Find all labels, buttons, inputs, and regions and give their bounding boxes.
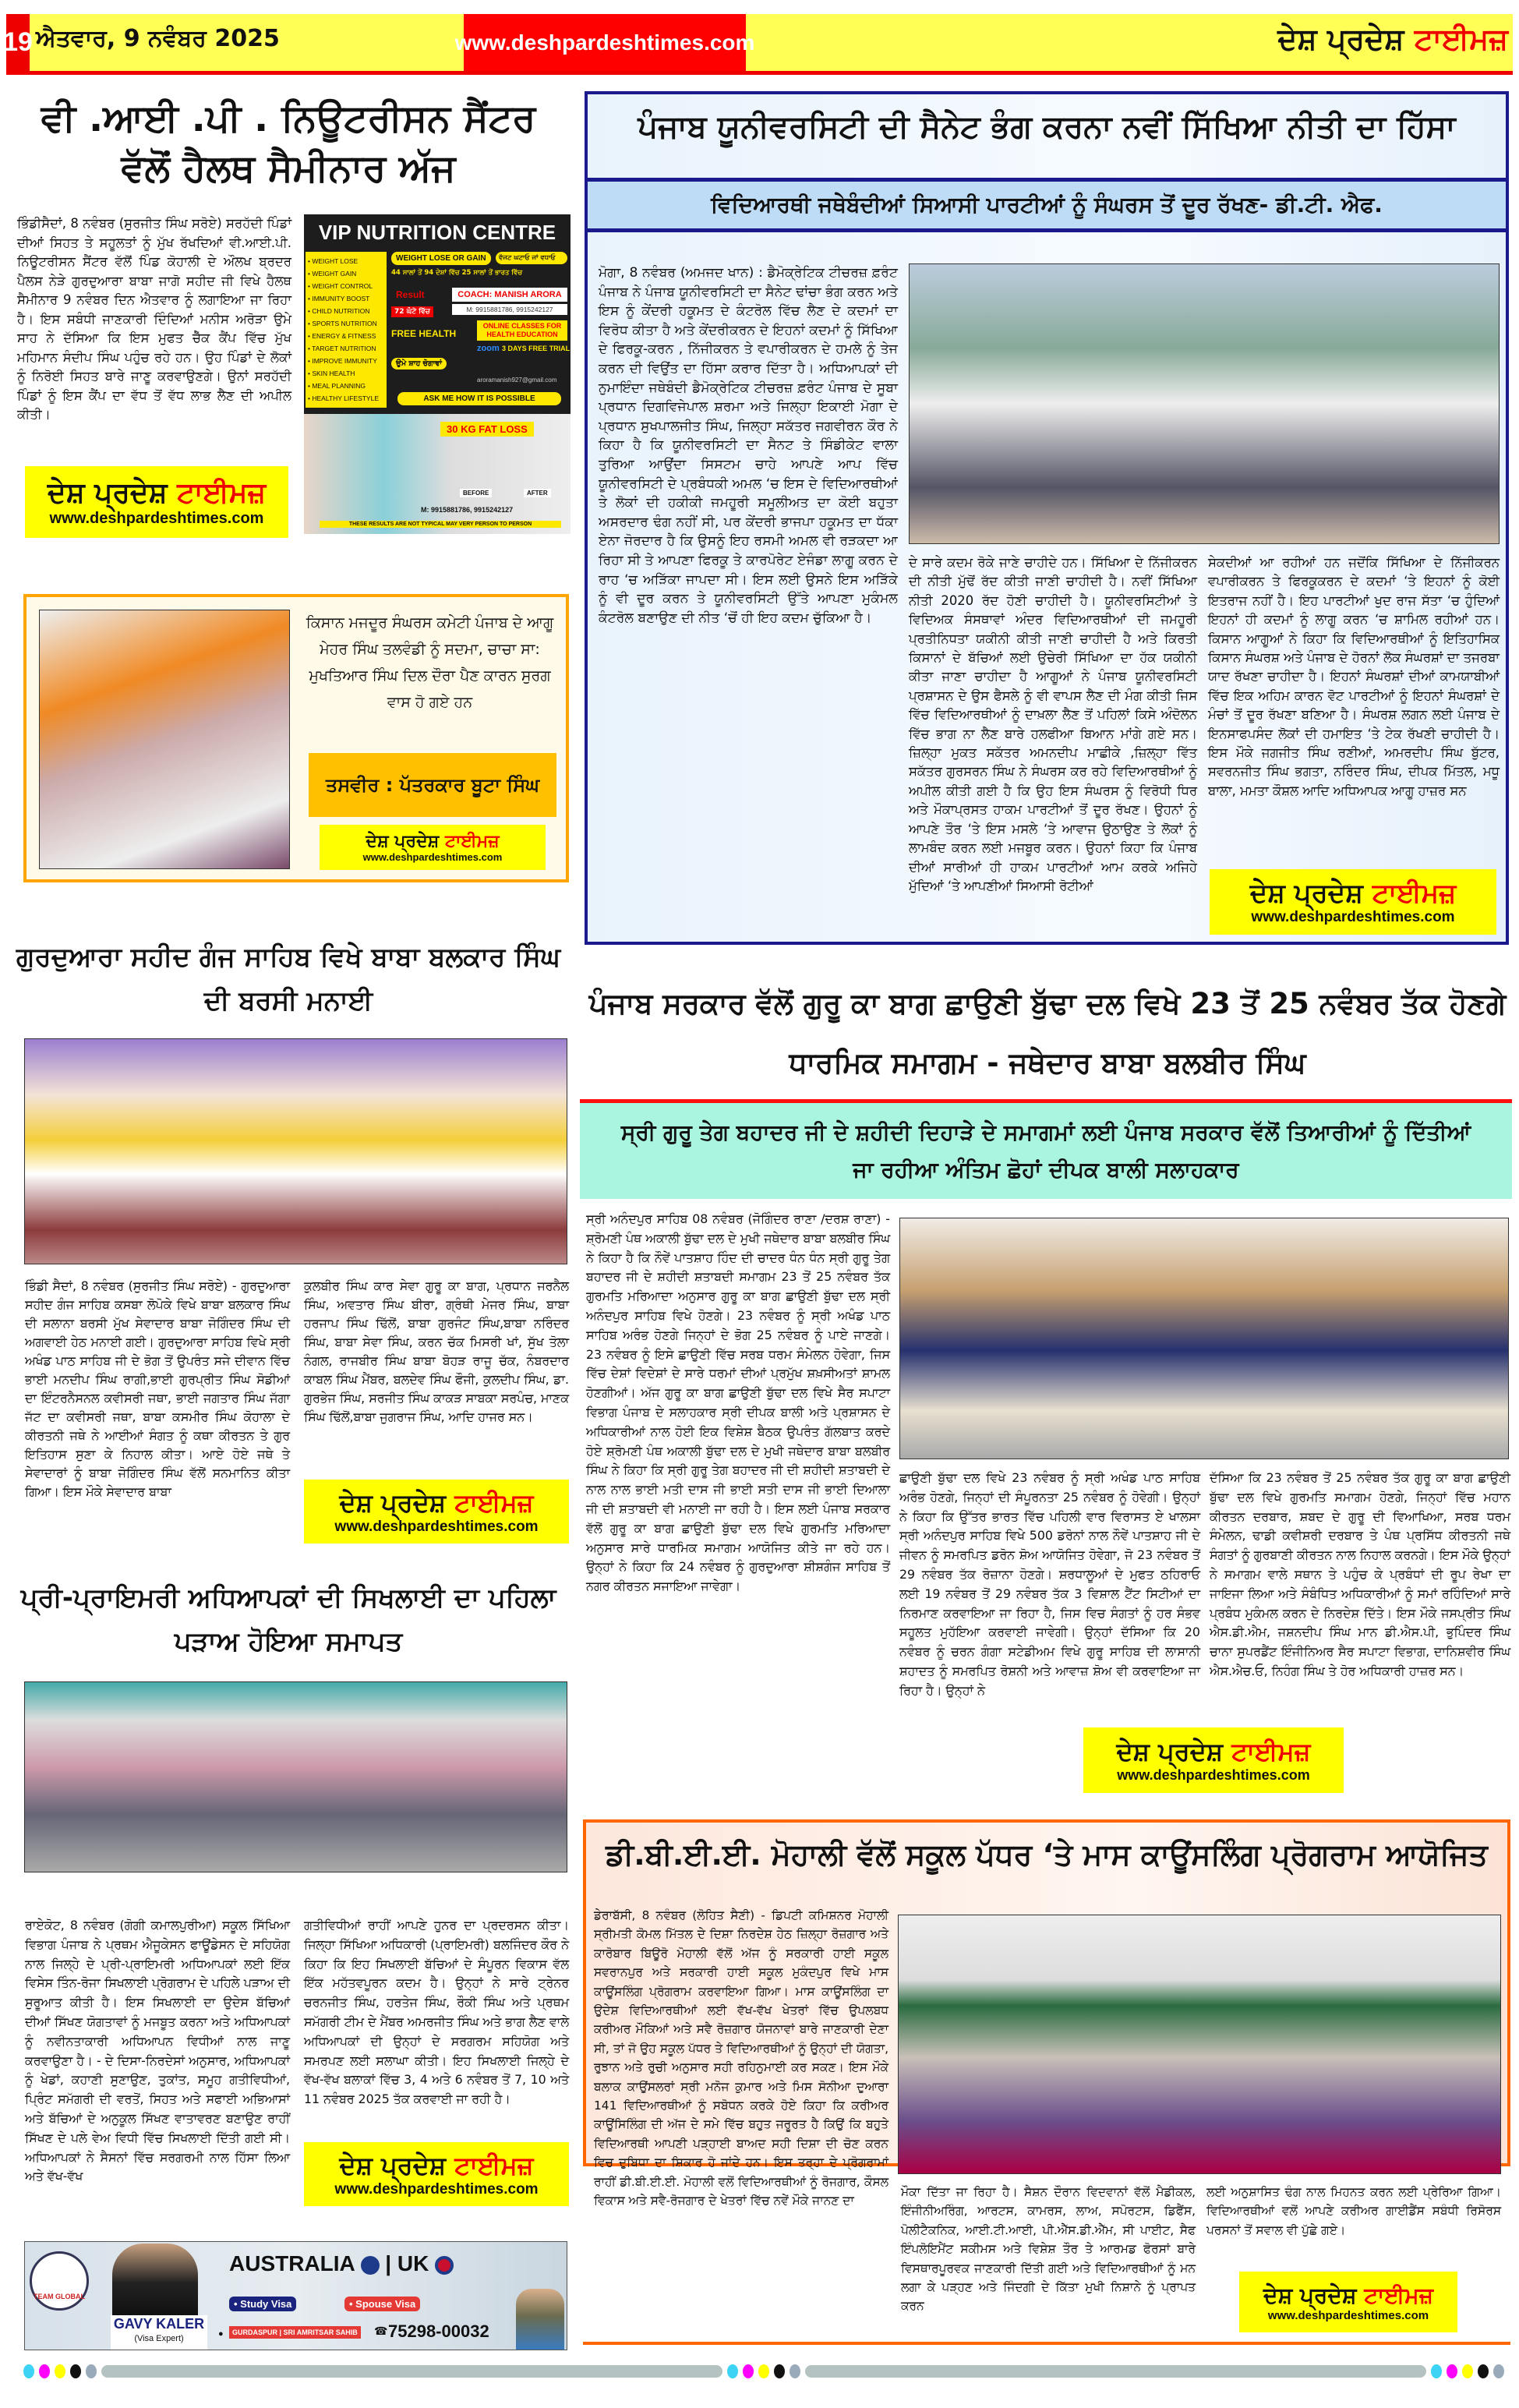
brand-red: ਟਾਈਮਜ਼ [1414, 22, 1508, 56]
obituary-credit: ਤਸਵੀਰ : ਪੱਤਰਕਾਰ ਬੂਟਾ ਸਿੰਘ [309, 753, 556, 817]
logo-black: ਦੇਸ਼ ਪ੍ਰਦੇਸ਼ [339, 1487, 447, 1518]
masthead-url-box [454, 14, 755, 71]
logo-black: ਦੇਸ਼ ਪ੍ਰਦੇਸ਼ [1263, 2282, 1357, 2308]
obituary-text: ਕਿਸਾਨ ਮਜਦੂਰ ਸੰਘਰਸ ਕਮੇਟੀ ਪੰਜਾਬ ਦੇ ਆਗੂ ਮੇਹਰ ਸਿੰਘ ਤਲਵੰਡੀ ਨੂੰ ਸਦਮਾ, ਚਾਚਾ ਸਾ: ਮੁਖਤਿਆਰ ਸਿੰਘ ਦਿਲ ਦੌਰਾ ਪੈਣ ਕਾਰਨ ਸੁਰਗ ਵਾਸ ਹੋ ਗਏ ਹਨ [306, 614, 554, 711]
logo-url: www.deshpardeshtimes.com [362, 851, 503, 863]
ad-service-item: • IMPROVE IMMUNITY [308, 357, 377, 365]
story2-col3: ਸੇਕਦੀਆਂ ਆ ਰਹੀਆਂ ਹਨ ਜਦੋਂਕਿ ਸਿੱਖਿਆ ਦੇ ਨਿੱਜੀਕਰਨ ਵਪਾਰੀਕਰਨ ਤੇ ਫਿਰਕੂਕਰਨ ਦੇ ਕਦਮਾਂ ‘ਤੇ ਇਹਨਾਂ ਨੂੰ ਕੋਈ ਇਤਰਾਜ ਨਹੀਂ ਹੈ। ਇਹ ਪਾਰਟੀਆਂ ਖੁਦ ਰਾਜ ਸੱਤਾ ‘ਚ ਹੁੰਦਿਆਂ ਇਹਨਾਂ ਹੀ ਕਦਮਾਂ ਨੂੰ ਲਾਗੂ ਕਰਨ ‘ਚ ਸ਼ਾਮਿਲ ਰਹੀਆਂ ਹਨ। ਕਿਸਾਨ ਆਗੂਆਂ ਨੇ ਕਿਹਾ ਕਿ ਵਿਦਿਆਰਥੀਆਂ ਨੂੰ ਇਤਿਹਾਸਿਕ ਕਿਸਾਨ ਸੰਘਰਸ਼ ਅਤੇ ਪੰਜਾਬ ਦੇ ਹੋਰਨਾਂ ਲੋਕ ਸੰਘਰਸ਼ਾਂ ਦਾ ਤਜਰਬਾ ਯਾਦ ਰੱਖਣਾ ਚਾਹੀਦਾ ਹੈ। ਇਹਨਾਂ ਸੰਘਰਸ਼ਾਂ ਦੀਆਂ ਕਾਮਯਾਬੀਆਂ ਵਿੱਚ ਇਕ ਅਹਿਮ ਕਾਰਨ ਵੋਟ ਪਾਰਟੀਆਂ ਨੂੰ ਇਹਨਾਂ ਸੰਘਰਸ਼ਾਂ ਦੇ ਮੰਚਾਂ ਤੋਂ ਦੂਰ ਰੱਖਣਾ ਬਣਿਆ ਹੈ। ਸੰਘਰਸ਼ ਲਗਨ ਲਈ ਪੰਜਾਬ ਦੇ ਇਨਸਾਫਪਸੰਦ ਲੋਕਾਂ ਦੀ ਹਮਾਇਤ ‘ਤੇ ਟੇਕ ਰੱਖਣੀ ਚਾਹੀਦੀ ਹੈ। ਇਸ ਮੌਕੇ ਜਗਜੀਤ ਸਿੰਘ ਰਣੀਆਂ, ਅਮਰਦੀਪ ਸਿੰਘ ਬੁੱਟਰ, ਸਵਰਨਜੀਤ ਸਿੰਘ ਭਗਤਾ, ਨਰਿੰਦਰ ਸਿੰਘ, ਦੀਪਕ ਮਿੱਤਲ, ਮਧੂ ਬਾਲਾ, ਮਮਤਾ ਕੌਸ਼ਲ ਆਦਿ ਅਧਿਆਪਕ ਆਗੂ ਹਾਜ਼ਰ ਸਨ [1208, 555, 1500, 798]
logo-url: www.deshpardeshtimes.com [1117, 1767, 1310, 1783]
ad-tag1: WEIGHT LOSE OR GAIN [391, 252, 491, 265]
story4-photo [899, 1218, 1509, 1459]
ad-hours: 72 ਘੰਟੇ ਵਿੱਚ [391, 306, 433, 317]
visa-location: GURDASPUR | SRI AMRITSAR SAHIB [229, 2326, 361, 2339]
cyan-dot [727, 2364, 738, 2378]
story5-col1: ਰਾਏਕੋਟ, 8 ਨਵੰਬਰ (ਗੋਗੀ ਕਮਾਲਪੁਰੀਆ) ਸਕੂਲ ਸਿੱਖਿਆ ਵਿਭਾਗ ਪੰਜਾਬ ਨੇ ਪ੍ਰਥਮ ਐਜੂਕੇਸਨ ਫਾਊਂਡੇਸਨ ਦੇ ਸਹਿਯੋਗ ਨਾਲ ਜਿਲ੍ਹੇ ਦੇ ਪ੍ਰੀ-ਪ੍ਰਾਇਮਰੀ ਅਧਿਆਪਕਾਂ ਲਈ ਇੱਕ ਵਿਸੇਸ ਤਿੰਨ-ਰੋਜਾ ਸਿਖਲਾਈ ਪ੍ਰੋਗਰਾਮ ਦੇ ਪਹਿਲੇ ਪੜਾਅ ਦੀ ਸੁਰੂਆਤ ਕੀਤੀ ਹੈ। ਇਸ ਸਿਖਲਾਈ ਦਾ ਉਦੇਸ ਬੱਚਿਆਂ ਦੀਆਂ ਸਿੱਖਣ ਯੋਗਤਾਵਾਂ ਨੂੰ ਮਜਬੂਤ ਕਰਨਾ ਅਤੇ ਅਧਿਆਪਕਾਂ ਨੂੰ ਨਵੀਨਤਾਕਾਰੀ ਅਧਿਆਪਨ ਵਿਧੀਆਂ ਨਾਲ ਜਾਣੂ ਕਰਵਾਉਣਾ ਹੈ। - ਦੇ ਦਿਸਾ-ਨਿਰਦੇਸਾਂ ਅਨੁਸਾਰ, ਅਧਿਆਪਕਾਂ ਨੂੰ ਖੇਡਾਂ, ਕਹਾਣੀ ਸੁਣਾਉਣ, ਤੁਕਾਂਤ, ਸਮੂਹ ਗਤੀਵਿਧੀਆਂ, ਪ੍ਰਿੰਟ ਸਮੱਗਰੀ ਦੀ ਵਰਤੋਂ, ਸਿਹਤ ਅਤੇ ਸਫਾਈ ਅਭਿਆਸਾਂ ਅਤੇ ਬੱਚਿਆਂ ਦੇ ਅਨੁਕੂਲ ਸਿੱਖਣ ਵਾਤਾਵਰਣ ਬਣਾਉਣ ਰਾਹੀਂ ਸਿੱਖਣ ਦੇ ਪਲੇ ਵੇਅ ਵਿਧੀ ਵਿੱਚ ਸਿਖਲਾਈ ਦਿੱਤੀ ਗਈ ਸੀ। ਅਧਿਆਪਕਾਂ ਨੇ ਸੈਸਨਾਂ ਵਿੱਚ ਸਰਗਰਮੀ ਨਾਲ ਹਿੱਸਾ ਲਿਆ ਅਤੇ ਵੱਖ-ਵੱਖ [25, 1918, 290, 2184]
story2-subhead: ਵਿਦਿਆਰਥੀ ਜਥੇਬੰਦੀਆਂ ਸਿਆਸੀ ਪਾਰਟੀਆਂ ਨੂੰ ਸੰਘਰਸ ਤੋਂ ਦੂਰ ਰੱਖਣ- ਡੀ.ਟੀ. ਐਫ. [711, 192, 1383, 217]
story2-subhead-bar [588, 178, 1506, 232]
brand-logo [1277, 22, 1508, 57]
masthead-url-text[interactable]: www.deshpardeshtimes.com [454, 30, 755, 55]
ad-title: VIP NUTRITION CENTRE [318, 221, 556, 244]
gray-dot [790, 2364, 800, 2378]
ad-before: BEFORE [460, 489, 492, 497]
ad-years: 44 ਸਾਲਾਂ ਤੋਂ 94 ਦੇਸ਼ਾਂ ਵਿੱਚ 25 ਸਾਲਾਂ ਤੋਂ ਭਾਰਤ ਵਿੱਚ [391, 269, 523, 277]
gray-rule [805, 2365, 1426, 2378]
obituary-photo [39, 610, 290, 869]
logo-red: ਟਾਈਮਜ਼ [177, 476, 267, 509]
story3-logo [304, 1480, 569, 1543]
story4-subhead-bar [580, 1099, 1512, 1199]
story4-subhead: ਸ੍ਰੀ ਗੁਰੂ ਤੇਗ ਬਹਾਦਰ ਜੀ ਦੇ ਸ਼ਹੀਦੀ ਦਿਹਾੜੇ ਦੇ ਸਮਾਗਮਾਂ ਲਈ ਪੰਜਾਬ ਸਰਕਾਰ ਵੱਲੋਂ ਤਿਆਰੀਆਂ ਨੂੰ ਦਿੱਤੀਆਂ ਜਾ ਰਹੀਆ ਅੰਤਿਮ ਛੋਹਾਂ ਦੀਪਕ ਬਾਲੀ ਸਲਾਹਕਾਰ [620, 1119, 1471, 1183]
country-uk: | UK [385, 2251, 429, 2275]
logo-black: ਦੇਸ਼ ਪ੍ਰਦੇਸ਼ [47, 476, 168, 509]
magenta-dot [1447, 2364, 1457, 2378]
logo-black: ਦੇਸ਼ ਪ੍ਰਦੇਸ਼ [1249, 878, 1363, 909]
obituary-box [23, 594, 569, 882]
story5-headline: ਪ੍ਰੀ-ਪ੍ਰਾਇਮਰੀ ਅਧਿਆਪਕਾਂ ਦੀ ਸਿਖਲਾਈ ਦਾ ਪਹਿਲਾ ਪੜਾਅ ਹੋਇਆ ਸਮਾਪਤ [20, 1582, 556, 1657]
issue-date: ਐਤਵਾਰ, 9 ਨਵੰਬਰ 2025 [36, 25, 280, 52]
team-global-logo [30, 2251, 89, 2311]
spouse-visa-badge: • Spouse Visa [344, 2297, 420, 2311]
students-photo [516, 2289, 564, 2350]
story2-headline: ਪੰਜਾਬ ਯੂਨੀਵਰਸਿਟੀ ਦੀ ਸੈਨੇਟ ਭੰਗ ਕਰਨਾ ਨਵੀਂ ਸਿੱਖਿਆ ਨੀਤੀ ਦਾ ਹਿੱਸਾ [638, 109, 1456, 145]
ad-service-item: • WEIGHT GAIN [308, 270, 357, 278]
ad-free-health: FREE HEALTH [391, 328, 457, 339]
story6-headline: ਡੀ.ਬੀ.ਈ.ਈ. ਮੋਹਾਲੀ ਵੱਲੋਂ ਸਕੂਲ ਪੱਧਰ ‘ਤੇ ਮਾਸ ਕਾਊਂਸਲਿੰਗ ਪ੍ਰੋਗਰਾਮ ਆਯੋਜਿਤ [606, 1837, 1488, 1872]
logo-url: www.deshpardeshtimes.com [334, 1518, 539, 1535]
expert-box [111, 2315, 207, 2350]
ad-tag1-pa: ਵੱਜਟ ਘਟਾਓ ਜਾਂ ਵਧਾਓ [496, 252, 567, 264]
logo-red: ਟਾਈਮਜ਼ [444, 832, 500, 851]
story2-col2: ਦੇ ਸਾਰੇ ਕਦਮ ਰੋਕੇ ਜਾਣੇ ਚਾਹੀਦੇ ਹਨ। ਸਿੱਖਿਆ ਦੇ ਨਿੱਜੀਕਰਨ ਦੀ ਨੀਤੀ ਮੁੱਢੋਂ ਰੱਦ ਕੀਤੀ ਜਾਣੀ ਚਾਹੀਦੀ ਹੈ। ਨਵੀਂ ਸਿੱਖਿਆ ਨੀਤੀ 2020 ਰੱਦ ਹੋਣੀ ਚਾਹੀਦੀ ਹੈ। ਯੂਨੀਵਰਸਿਟੀਆਂ ਤੇ ਵਿਦਿਅਕ ਸੰਸਥਾਵਾਂ ਅੰਦਰ ਵਿਦਿਆਰਥੀਆਂ ਦੀ ਜਮਹੂਰੀ ਪ੍ਰਤੀਨਿਧਤਾ ਯਕੀਨੀ ਕੀਤੀ ਜਾਣੀ ਚਾਹੀਦੀ ਹੈ ਅਤੇ ਕਿਰਤੀ ਕਿਸਾਨਾਂ ਦੇ ਬੱਚਿਆਂ ਲਈ ਉਚੇਰੀ ਸਿੱਖਿਆ ਦਾ ਹੱਕ ਯਕੀਨੀ ਕੀਤਾ ਜਾਣਾ ਚਾਹੀਦਾ ਹੈ ਆਗੂਆਂ ਨੇ ਪੰਜਾਬ ਯੂਨੀਵਰਸਿਟੀ ਪ੍ਰਸ਼ਾਸਨ ਦੇ ਉਸ ਫੈਸਲੇ ਨੂੰ ਵੀ ਵਾਪਸ ਲੈਣ ਦੀ ਮੰਗ ਕੀਤੀ ਜਿਸ ਵਿੱਚ ਵਿਦਿਆਰਥੀਆਂ ਨੂੰ ਦਾਖ਼ਲਾ ਲੈਣ ਤੋਂ ਪਹਿਲਾਂ ਕਿਸੇ ਅੰਦੋਲਨ ਵਿੱਚ ਭਾਗ ਨਾ ਲੈਣ ਬਾਰੇ ਹਲਫੀਆ ਬਿਆਨ ਮਾਂਗੇ ਗਏ ਸਨ। ਜ਼ਿਲ੍ਹਾ ਮੁਕਤ ਸਕੱਤਰ ਅਮਨਦੀਪ ਮਾਛੀਕੇ ,ਜ਼ਿਲ੍ਹਾ ਵਿੱਤ ਸਕੱਤਰ ਗੁਰਸਰਨ ਸਿੰਘ ਨੇ ਸੰਘਰਸ ਕਰ ਰਹੇ ਵਿਦਿਆਰਥੀਆਂ ਨੂੰ ਅਪੀਲ ਕੀਤੀ ਗਈ ਹੈ ਕਿ ਉਹ ਇਸ ਸੰਘਰਸ ਨੂੰ ਵਿਰੋਧੀ ਧਿਰ ਅਤੇ ਮੌਕਾਪ੍ਰਸਤ ਹਾਕਮ ਪਾਰਟੀਆਂ ਤੋਂ ਦੂਰ ਰੱਖਣ। ਉਹਨਾਂ ਨੂੰ ਆਪਣੇ ਤੌਰ ‘ਤੇ ਇਸ ਮਸਲੇ ‘ਤੇ ਆਵਾਜ ਉਠਾਉਣ ਤੇ ਲੋਕਾਂ ਨੂੰ ਲਾਮਬੰਦ ਕਰਨ ਲਈ ਮਜਬੂਰ ਕਰਨ। ਉਹਨਾਂ ਕਿਹਾ ਕਿ ਪੰਜਾਬ ਦੀਆਂ ਸਾਰੀਆਂ ਹੀ ਹਾਕਮ ਪਾਰਟੀਆਂ ਆਮ ਕਰਕੇ ਅਜਿਹੇ ਮੁੱਦਿਆਂ ‘ਤੇ ਆਪਣੀਆਂ ਸਿਆਸੀ ਰੋਟੀਆਂ [909, 555, 1197, 893]
ad-email: aroramanish927@gmail.com [477, 377, 557, 384]
ad-service-item: • SKIN HEALTH [308, 370, 355, 377]
story2-logo [1210, 869, 1496, 935]
story6-bottom-border [583, 2342, 1510, 2345]
story3-photo [24, 1038, 567, 1264]
story4-headline: ਪੰਜਾਬ ਸਰਕਾਰ ਵੱਲੋਂ ਗੁਰੂ ਕਾ ਬਾਗ ਛਾਉਣੀ ਬੁੱਢਾ ਦਲ ਵਿਖੇ 23 ਤੋਂ 25 ਨਵੰਬਰ ਤੱਕ ਹੋਣਗੇ ਧਾਰਮਿਕ ਸਮਾਗਮ - ਜਥੇਦਾਰ ਬਾਬਾ ਬਲਬੀਰ ਸਿੰਘ [588, 987, 1507, 1080]
uk-flag-icon [435, 2256, 454, 2275]
story4-col2: ਛਾਉਣੀ ਬੁੱਢਾ ਦਲ ਵਿਖੇ 23 ਨਵੰਬਰ ਨੂੰ ਸ੍ਰੀ ਅਖੰਡ ਪਾਠ ਸਾਹਿਬ ਅਰੰਭ ਹੋਣਗੇ, ਜਿਨ੍ਹਾਂ ਦੀ ਸੰਪੂਰਨਤਾ 25 ਨਵੰਬਰ ਨੂੰ ਹੋਵੇਗੀ। ਉਨ੍ਹਾਂ ਨੇ ਕਿਹਾ ਕਿ ਉੱਤਰ ਭਾਰਤ ਵਿੱਚ ਪਹਿਲੀ ਵਾਰ ਵਿਰਾਸਤ ਏ ਖਾਲਸਾ ਸ੍ਰੀ ਅਨੰਦਪੁਰ ਸਾਹਿਬ ਵਿਖੇ 500 ਡਰੋਨਾਂ ਨਾਲ ਨੌਵੇਂ ਪਾਤਸ਼ਾਹ ਜੀ ਦੇ ਜੀਵਨ ਨੂੰ ਸਮਰਪਿਤ ਡਰੋਨ ਸ਼ੋਅ ਆਯੋਜਿਤ ਹੋਵੇਗਾ, ਜੋ 23 ਨਵੰਬਰ ਤੋਂ 29 ਨਵੰਬਰ ਤੱਕ ਰੋਜ਼ਾਨਾ ਹੋਣਗੇ। ਸ਼ਰਧਾਲੂਆਂ ਦੇ ਮੁਫਤ ਠਹਿਰਾਓ ਲਈ 19 ਨਵੰਬਰ ਤੋਂ 29 ਨਵੰਬਰ ਤੱਕ 3 ਵਿਸ਼ਾਲ ਟੈਂਟ ਸਿਟੀਆਂ ਦਾ ਨਿਰਮਾਣ ਕਰਵਾਇਆ ਜਾ ਰਿਹਾ ਹੈ, ਜਿਸ ਵਿਚ ਸੰਗਤਾਂ ਨੂੰ ਹਰ ਸੰਭਵ ਸਹੂਲਤ ਮੁਹੱਇਆ ਕਰਵਾਈ ਜਾਵੇਗੀ। ਉਨ੍ਹਾਂ ਦੱਸਿਆ ਕਿ 20 ਨਵੰਬਰ ਨੂੰ ਚਰਨ ਗੰਗਾ ਸਟੇਡੀਅਮ ਵਿਖੇ ਗੁਰੂ ਸਾਹਿਬ ਦੀ ਲਾਸਾਨੀ ਸ਼ਹਾਦਤ ਨੂੰ ਸਮਰਪਿਤ ਰੋਸ਼ਨੀ ਅਤੇ ਆਵਾਜ਼ ਸ਼ੋਅ ਵੀ ਕਰਵਾਇਆ ਜਾ ਰਿਹਾ ਹੈ। ਉਨ੍ਹਾਂ ਨੇ [899, 1470, 1200, 1698]
story4-col3: ਦੱਸਿਆ ਕਿ 23 ਨਵੰਬਰ ਤੋਂ 25 ਨਵੰਬਰ ਤੱਕ ਗੁਰੂ ਕਾ ਬਾਗ ਛਾਉਣੀ ਬੁੱਢਾ ਦਲ ਵਿਖੇ ਗੁਰਮਤਿ ਸਮਾਗਮ ਹੋਣਗੇ, ਜਿਨ੍ਹਾਂ ਵਿੱਚ ਮਹਾਨ ਕੀਰਤਨ ਦਰਬਾਰ, ਸ਼ਬਦ ਦੇ ਗੁਰੂ ਦੀ ਵਿਆਖਿਆ, ਸਰਬ ਧਰਮ ਸੰਮੇਲਨ, ਢਾਡੀ ਕਵੀਸ਼ਰੀ ਦਰਬਾਰ ਤੇ ਪੰਥ ਪ੍ਰਸਿੱਧ ਕੀਰਤਨੀ ਜਥੇ ਸੰਗਤਾਂ ਨੂੰ ਗੁਰਬਾਣੀ ਕੀਰਤਨ ਨਾਲ ਨਿਹਾਲ ਕਰਨਗੇ। ਇਸ ਮੌਕੇ ਉਨ੍ਹਾਂ ਨੇ ਸਮਾਗਮ ਵਾਲੇ ਸਥਾਨ ਤੇ ਪਹੁੰਚ ਕੇ ਪ੍ਰਬੰਧਾਂ ਦੀ ਰੂਪ ਰੇਖਾ ਦਾ ਜਾਇਜਾ ਲਿਆ ਅਤੇ ਸੰਬੰਧਿਤ ਅਧਿਕਾਰੀਆਂ ਨੂੰ ਸਮਾਂ ਰਹਿੰਦਿਆਂ ਸਾਰੇ ਪ੍ਰਬੰਧ ਮੁਕੰਮਲ ਕਰਨ ਦੇ ਨਿਰਦੇਸ਼ ਦਿੱਤੇ। ਇਸ ਮੌਕੇ ਜਸਪ੍ਰੀਤ ਸਿੰਘ ਐਸ.ਡੀ.ਐਮ, ਜਸ਼ਨਦੀਪ ਸਿੰਘ ਮਾਨ ਡੀ.ਐਸ.ਪੀ, ਭੁਪਿੰਦਰ ਸਿੰਘ ਚਾਨਾ ਸੁਪਰਡੈਂਟ ਇੰਜੀਨਿਅਰ ਸੈਰ ਸਪਾਟਾ ਵਿਭਾਗ, ਦਾਨਿਸ਼ਵੀਰ ਸਿੰਘ ਐਸ.ਐਚ.ਓ, ਨਿਹੰਗ ਸਿੰਘ ਤੇ ਹੋਰ ਅਧਿਕਾਰੀ ਹਾਜ਼ਰ ਸਨ। [1210, 1470, 1510, 1678]
ad-fat-loss: 30 KG FAT LOSS [440, 422, 534, 437]
ad-after: AFTER [524, 489, 551, 497]
cyan-dot [1431, 2364, 1442, 2378]
ad-name-pa: ਉਮੇ ਸ਼ਾਹ ਚੋਗਾਵਾਂ [391, 358, 447, 370]
expert-role: (Visa Expert) [134, 2334, 184, 2343]
black-dot [1478, 2364, 1489, 2378]
ad-service-item: • MEAL PLANNING [308, 382, 366, 390]
ad-disclaimer: THESE RESULTS ARE NOT TYPICAL MAY VERY PERSON TO PERSON [320, 521, 561, 528]
obituary-logo [320, 825, 546, 870]
ad-service-item: • IMMUNITY BOOST [308, 295, 370, 302]
logo-url: www.deshpardeshtimes.com [1251, 909, 1455, 925]
logo-red: ਟਾਈਮਜ਼ [454, 1487, 534, 1518]
nutrition-ad [304, 214, 571, 534]
logo-url: www.deshpardeshtimes.com [1267, 2308, 1429, 2322]
story3-col1: ਭਿੰਡੀ ਸੈਦਾਂ, 8 ਨਵੰਬਰ (ਸੁਰਜੀਤ ਸਿੰਘ ਸਰੋਏ) - ਗੁਰਦੁਆਰਾ ਸਹੀਦ ਗੰਜ ਸਾਹਿਬ ਕਸਬਾ ਲੋਪੋਕੇ ਵਿਖੇ ਬਾਬਾ ਬਲਕਾਰ ਸਿੰਘ ਦੀ ਸਲਾਨਾ ਬਰਸੀ ਮੁੱਖ ਸੇਵਾਦਾਰ ਬਾਬਾ ਜੋਗਿੰਦਰ ਸਿੰਘ ਦੀ ਅਗਵਾਈ ਹੇਠ ਮਨਾਈ ਗਈ। ਗੁਰਦੁਆਰਾ ਸਾਹਿਬ ਵਿਖੇ ਸ੍ਰੀ ਅਖੰਡ ਪਾਠ ਸਾਹਿਬ ਜੀ ਦੇ ਭੋਗ ਤੋਂ ਉਪਰੰਤ ਸਜੇ ਦੀਵਾਨ ਵਿੱਚ ਭਾਈ ਮਨਦੀਪ ਸਿੰਘ ਰਾਗੀ,ਭਾਈ ਗੁਰਪ੍ਰੀਤ ਸਿੰਘ ਸੋਡੀਆਂ ਦਾ ਇੰਟਰਨੈਸਨਲ ਕਵੀਸਰੀ ਜਥਾ, ਭਾਈ ਜਗਤਾਰ ਸਿੰਘ ਜੱਗਾ ਜੱਟ ਦਾ ਕਵੀਸਰੀ ਜਥਾ, ਬਾਬਾ ਕਸਮੀਰ ਸਿੰਘ ਕੋਹਾਲਾ ਦੇ ਕੀਰਤਨੀ ਜਥੇ ਨੇ ਆਈਆਂ ਸੰਗਤ ਨੂੰ ਕਥਾ ਕੀਰਤਨ ਤੇ ਗੁਰ ਇਤਿਹਾਸ ਸੁਣਾ ਕੇ ਨਿਹਾਲ ਕੀਤਾ। ਆਏ ਹੋਏ ਜਥੇ ਤੇ ਸੇਵਾਦਾਰਾਂ ਨੂੰ ਬਾਬਾ ਜੋਗਿੰਦਰ ਸਿੰਘ ਵੱਲੋਂ ਸਨਮਾਨਿਤ ਕੀਤਾ ਗਿਆ। ਇਸ ਮੌਕੇ ਸੇਵਾਦਾਰ ਬਾਬਾ [25, 1278, 290, 1499]
registration-bar [23, 2362, 1504, 2381]
ad-ask: ASK ME HOW IT IS POSSIBLE [397, 392, 561, 405]
black-dot [774, 2364, 785, 2378]
story5-col2: ਗਤੀਵਿਧੀਆਂ ਰਾਹੀਂ ਆਪਣੇ ਹੁਨਰ ਦਾ ਪ੍ਰਦਰਸਨ ਕੀਤਾ। ਜਿਲ੍ਹਾ ਸਿੱਖਿਆ ਅਧਿਕਾਰੀ (ਪ੍ਰਾਇਮਰੀ) ਬਲਜਿੰਦਰ ਕੌਰ ਨੇ ਕਿਹਾ ਕਿ ਇਹ ਸਿਖਲਾਈ ਬੱਚਿਆਂ ਦੇ ਸੰਪੂਰਨ ਵਿਕਾਸ ਵੱਲ ਇੱਕ ਮਹੱਤਵਪੂਰਨ ਕਦਮ ਹੈ। ਉਨ੍ਹਾਂ ਨੇ ਸਾਰੇ ਟ੍ਰੇਨਰ ਚਰਨਜੀਤ ਸਿੰਘ, ਹਰਤੇਜ ਸਿੰਘ, ਰੌਕੀ ਸਿੰਘ ਅਤੇ ਪ੍ਰਥਮ ਸਮੱਗਰੀ ਟੀਮ ਦੇ ਮੈਂਬਰ ਅਮਰਜੀਤ ਸਿੰਘ ਅਤੇ ਭਾਗ ਲੈਣ ਵਾਲੇ ਅਧਿਆਪਕਾਂ ਦੀ ਉਨ੍ਹਾਂ ਦੇ ਸਰਗਰਮ ਸਹਿਯੋਗ ਅਤੇ ਸਮਰਪਣ ਲਈ ਸਲਾਘਾ ਕੀਤੀ। ਇਹ ਸਿਖਲਾਈ ਜਿਲ੍ਹੇ ਦੇ ਵੱਖ-ਵੱਖ ਬਲਾਕਾਂ ਵਿੱਚ 3, 4 ਅਤੇ 6 ਨਵੰਬਰ ਤੋਂ 7, 10 ਅਤੇ 11 ਨਵੰਬਰ 2025 ਤੱਕ ਕਰਵਾਈ ਜਾ ਰਹੀ ਹੈ। [304, 1918, 569, 2107]
expert-name: GAVY KALER [113, 2316, 205, 2332]
ad-service-item: • WEIGHT LOSE [308, 257, 359, 265]
visa-phone[interactable]: 75298-00032 [388, 2321, 489, 2341]
story3-headline: ਗੁਰਦੁਆਰਾ ਸਹੀਦ ਗੰਜ ਸਾਹਿਬ ਵਿਖੇ ਬਾਬਾ ਬਲਕਾਰ ਸਿੰਘ ਦੀ ਬਰਸੀ ਮਨਾਈ [16, 942, 561, 1017]
magenta-dot [39, 2364, 50, 2378]
logo-black: ਦੇਸ਼ ਪ੍ਰਦੇਸ਼ [366, 832, 440, 851]
ad-online: ONLINE CLASSES FOR HEALTH EDUCATION [477, 320, 567, 341]
gray-rule [101, 2365, 722, 2378]
person-photo [112, 2244, 198, 2315]
ad-zoom: zoom [477, 344, 500, 353]
story6-col1: ਡੇਰਾਬੱਸੀ, 8 ਨਵੰਬਰ (ਲੋਹਿਤ ਸੈਣੀ) - ਡਿਪਟੀ ਕਮਿਸ਼ਨਰ ਮੋਹਾਲੀ ਸ੍ਰੀਮਤੀ ਕੋਮਲ ਮਿੱਤਲ ਦੇ ਦਿਸ਼ਾ ਨਿਰਦੇਸ਼ ਹੇਠ ਜ਼ਿਲ੍ਹਾ ਰੋਜ਼ਗਾਰ ਅਤੇ ਕਾਰੋਬਾਰ ਬਿਊਰੋ ਮੋਹਾਲੀ ਵੱਲੋਂ ਅੱਜ ਨੂੰ ਸਰਕਾਰੀ ਹਾਈ ਸਕੂਲ ਸਵਰਾਨਪੁਰ ਅਤੇ ਸਰਕਾਰੀ ਹਾਈ ਸਕੂਲ ਮੁਕੰਦਪੁਰ ਵਿਖੇ ਮਾਸ ਕਾਊਂਸਲਿੰਗ ਪ੍ਰੋਗਰਾਮ ਕਰਵਾਇਆ ਗਿਆ। ਮਾਸ ਕਾਊਂਸਲਿੰਗ ਦਾ ਉਦੇਸ਼ ਵਿਦਿਆਰਥੀਆਂ ਲਈ ਵੱਖ-ਵੱਖ ਖੇਤਰਾਂ ਵਿੱਚ ਉਪਲਬਧ ਕਰੀਅਰ ਮੌਕਿਆਂ ਅਤੇ ਸਵੈ ਰੋਜ਼ਗਾਰ ਯੋਜਨਾਵਾਂ ਬਾਰੇ ਜਾਣਕਾਰੀ ਦੇਣਾ ਸੀ, ਤਾਂ ਜੋ ਉਹ ਸਕੂਲ ਪੱਧਰ ਤੇ ਵਿਦਿਆਰਥੀਆਂ ਨੂੰ ਉਨ੍ਹਾਂ ਦੀ ਯੋਗਤਾ, ਰੁਝਾਨ ਅਤੇ ਰੁਚੀ ਅਨੁਸਾਰ ਸਹੀ ਰਹਿਨੁਮਾਈ ਕਰ ਸਕਣ। ਇਸ ਮੌਕੇ ਬਲਾਕ ਕਾਉਂਸਲਰਾਂ ਸ੍ਰੀ ਮਨੋਜ ਕੁਮਾਰ ਅਤੇ ਮਿਸ ਸੋਨੀਆ ਦੁਆਰਾ 141 ਵਿਦਿਆਰਥੀਆਂ ਨੂੰ ਸਬੋਧਨ ਕਰਕੇ ਹੋਏ ਕਿਹਾ ਕਿ ਕਰੀਅਰ ਕਾਊਂਸਿਲਿੰਗ ਦੀ ਅੱਜ ਦੇ ਸਮੇ ਵਿੱਚ ਬਹੁਤ ਜਰੂਰਤ ਹੈ ਕਿਉਂ ਕਿ ਬਹੁਤੇ ਵਿਦਿਆਰਥੀ ਆਪਣੀ ਪੜ੍ਹਾਈ ਬਾਅਦ ਸਹੀ ਦਿਸ਼ਾ ਦੀ ਚੋਣ ਕਰਨ ਵਿਚ ਦੁਬਿਧਾ ਦਾ ਸ਼ਿਕਾਰ ਹੋ ਜਾਂਦੇ ਹਨ। ਇਸ ਤਰ੍ਹਾ ਦੇ ਪ੍ਰੋਗਰਾਮਾਂ ਰਾਹੀਂ ਡੀ.ਬੀ.ਈ.ਈ. ਮੋਹਾਲੀ ਵਲੋਂ ਵਿਦਿਆਰਥੀਆਂ ਨੂੰ ਰੋਜਗਾਰ, ਕੌਸਲ ਵਿਕਾਸ ਅਤੇ ਸਵੈ-ਰੋਜਗਾਰ ਦੇ ਖੇਤਰਾਂ ਵਿੱਚ ਨਵੇਂ ਮੌਕੇ ਜਾਨਣ ਦਾ [594, 1908, 888, 2208]
brand-black: ਦੇਸ਼ ਪ੍ਰਦੇਸ਼ [1277, 22, 1404, 56]
logo-url: www.deshpardeshtimes.com [334, 2180, 539, 2198]
ad-service-item: • ENERGY & FITNESS [308, 332, 376, 340]
location-icon: ● [218, 2329, 224, 2339]
yellow-dot [55, 2364, 65, 2378]
logo-black: ਦੇਸ਼ ਪ੍ਰਦੇਸ਼ [339, 2150, 447, 2180]
gray-dot [86, 2364, 97, 2378]
page-number: 19 [6, 14, 30, 71]
story2-col1: ਮੋਗਾ, 8 ਨਵੰਬਰ (ਅਮਜਦ ਖਾਨ) : ਡੈਮੋਕ੍ਰੇਟਿਕ ਟੀਚਰਜ਼ ਫ਼ਰੰਟ ਪੰਜਾਬ ਨੇ ਪੰਜਾਬ ਯੂਨੀਵਰਸਿਟੀ ਦਾ ਸੈਨੇਟ ਢਾਂਚਾ ਭੰਗ ਕਰਨ ਅਤੇ ਇਸ ਨੂੰ ਕੇਂਦਰੀ ਹਕੂਮਤ ਦੇ ਕੰਟਰੋਲ ਵਿੱਚ ਲੈਣ ਦੇ ਕਦਮਾਂ ਦਾ ਵਿਰੋਧ ਕੀਤਾ ਹੈ ਅਤੇ ਕੇਂਦਰੀਕਰਨ ਦੇ ਇਹਨਾਂ ਕਦਮਾਂ ਨੂੰ ਸਿੱਖਿਆ ਦੇ ਫਿਰਕੂ-ਕਰਨ , ਨਿੱਜੀਕਰਨ ਤੇ ਵਪਾਰੀਕਰਨ ਦੇ ਹਮਲੇ ਨੂੰ ਤੇਜ ਕਰਨ ਦੀ ਵਿਉਂਤ ਦਾ ਹਿੱਸਾ ਕਰਾਰ ਦਿੱਤਾ ਹੈ। ਅਧਿਆਪਕਾਂ ਦੀ ਨੁਮਾਇੰਦਾ ਜਥੇਬੰਦੀ ਡੈਮੋਕ੍ਰੇਟਿਕ ਟੀਚਰਜ਼ ਫ਼ਰੰਟ ਪੰਜਾਬ ਦੇ ਸੂਬਾ ਪ੍ਰਧਾਨ ਦਿਗਵਿਜੇਪਾਲ ਸ਼ਰਮਾ ਅਤੇ ਜਿਲ੍ਹਾ ਇਕਾਈ ਮੋਗਾ ਦੇ ਪ੍ਰਧਾਨ ਸੁਖਪਾਲਜੀਤ ਸਿੰਘ, ਜਿਲ੍ਹਾ ਸਕੱਤਰ ਜਗਵੀਰਨ ਕੌਰ ਨੇ ਕਿਹਾ ਹੈ ਕਿ ਯੂਨੀਵਰਸਿਟੀ ਦਾ ਸੈਨਟ ਤੇ ਸਿੰਡੀਕੇਟ ਵਾਲਾ ਤੁਰਿਆ ਆਉਂਦਾ ਸਿਸਟਮ ਚਾਹੇ ਆਪਣੇ ਆਪ ਵਿੱਚ ਯੂਨੀਵਰਸਿਟੀ ਦੇ ਪ੍ਰਬੰਧਕੀ ਅਮਲ ‘ਚ ਇਸ ਦੇ ਵਿਦਿਆਰਥੀਆਂ ਤੇ ਲੋਕਾਂ ਦੀ ਹਕੀਕੀ ਜਮਹੂਰੀ ਸਮੂਲੀਅਤ ਦਾ ਕੋਈ ਬਹੁਤਾ ਅਸਰਦਾਰ ਢੰਗ ਨਹੀਂ ਸੀ, ਪਰ ਕੇਂਦਰੀ ਭਾਜਪਾ ਹਕੂਮਤ ਦਾ ਧੱਕਾ ਏਨਾ ਜੋਰਦਾਰ ਹੈ ਕਿ ਉਸਨੂੰ ਇਹ ਰਸਮੀ ਅਮਲ ਵੀ ਰੜਕਦਾ ਆ ਰਿਹਾ ਸੀ ਤੇ ਆਪਣਾ ਫਿਰਕੂ ਤੇ ਕਾਰਪੋਰੇਟ ਏਜੰਡਾ ਲਾਗੂ ਕਰਨ ਦੇ ਰਾਹ ‘ਚ ਅੜਿੱਕਾ ਜਾਪਦਾ ਸੀ। ਇਸ ਲਈ ਉਸਨੇ ਇਸ ਅੜਿੱਕੇ ਨੂੰ ਵੀ ਦੂਰ ਕਰਨ ਤੇ ਯੂਨੀਵਰਸਿਟੀ ਉੱਤੇ ਆਪਣਾ ਮੁਕੰਮਲ ਕੰਟਰੋਲ ਬਣਾਉਣ ਦੀ ਨੀਤ ‘ਚੋਂ ਹੀ ਇਹ ਕਦਮ ਚੁੱਕਿਆ ਹੈ। [599, 265, 898, 626]
story1-logo [25, 466, 288, 538]
visa-ad [24, 2241, 567, 2350]
ad-service-item: • CHILD NUTRITION [308, 307, 370, 315]
story4-col1: ਸ੍ਰੀ ਅਨੰਦਪੁਰ ਸਾਹਿਬ 08 ਨਵੰਬਰ (ਜੋਗਿੰਦਰ ਰਾਣਾ /ਦਰਸ਼ ਰਾਣਾ) - ਸ਼੍ਰੋਮਣੀ ਪੰਥ ਅਕਾਲੀ ਬੁੱਢਾ ਦਲ ਦੇ ਮੁਖੀ ਜਥੇਦਾਰ ਬਾਬਾ ਬਲਬੀਰ ਸਿੰਘ ਨੇ ਕਿਹਾ ਹੈ ਕਿ ਨੌਵੇਂ ਪਾਤਸ਼ਾਹ ਹਿੰਦ ਦੀ ਚਾਦਰ ਧੰਨ ਧੰਨ ਸ੍ਰੀ ਗੁਰੂ ਤੇਗ ਬਹਾਦਰ ਜੀ ਦੇ ਸ਼ਹੀਦੀ ਸ਼ਤਾਬਦੀ ਸਮਾਗਮ 23 ਤੋਂ 25 ਨਵੰਬਰ ਤੱਕ ਗੁਰਮਤਿ ਮਰਿਆਦਾ ਅਨੁਸਾਰ ਗੁਰੂ ਕਾ ਬਾਗ ਛਾਉਣੀ ਬੁੱਢਾ ਦਲ ਸ੍ਰੀ ਅਨੰਦਪੁਰ ਸਾਹਿਬ ਵਿਖੇ ਹੋਣਗੇ। 23 ਨਵੰਬਰ ਨੂੰ ਸ੍ਰੀ ਅਖੰਡ ਪਾਠ ਸਾਹਿਬ ਅਰੰਭ ਹੋਣਗੇ ਜਿਨ੍ਹਾਂ ਦੇ ਭੋਗ 25 ਨਵੰਬਰ ਨੂੰ ਪਾਏ ਜਾਣਗੇ। 23 ਨਵੰਬਰ ਨੂੰ ਇਸੇ ਛਾਉਣੀ ਵਿੱਚ ਸਰਬ ਧਰਮ ਸੰਮੇਲਨ ਹੋਵੇਗਾ, ਜਿਸ ਵਿੱਚ ਦੇਸ਼ਾਂ ਵਿਦੇਸ਼ਾਂ ਦੇ ਸਾਰੇ ਧਰਮਾਂ ਦੀਆਂ ਪ੍ਰਮੁੱਖ ਸ਼ਖ਼ਸੀਅਤਾਂ ਸ਼ਾਮਲ ਹੋਣਗੀਆਂ। ਅੱਜ ਗੁਰੂ ਕਾ ਬਾਗ ਛਾਉਣੀ ਬੁੱਢਾ ਦਲ ਵਿਖੇ ਸੈਰ ਸਪਾਟਾ ਵਿਭਾਗ ਪੰਜਾਬ ਦੇ ਸਲਾਹਕਾਰ ਸ੍ਰੀ ਦੀਪਕ ਬਾਲੀ ਅਤੇ ਪ੍ਰਸ਼ਾਸਨ ਦੇ ਅਧਿਕਾਰੀਆਂ ਨਾਲ ਹੋਈ ਇਕ ਵਿਸ਼ੇਸ਼ ਬੈਠਕ ਉਪਰੰਤ ਗੱਲਬਾਤ ਕਰਦੇ ਹੋਏ ਸ਼੍ਰੋਮਣੀ ਪੰਥ ਅਕਾਲੀ ਬੁੱਢਾ ਦਲ ਦੇ ਮੁਖੀ ਜਥੇਦਾਰ ਬਾਬਾ ਬਲਬੀਰ ਸਿੰਘ ਨੇ ਕਿਹਾ ਕਿ ਸ੍ਰੀ ਗੁਰੂ ਤੇਗ ਬਹਾਦਰ ਜੀ ਦੀ ਸ਼ਹੀਦੀ ਸ਼ਤਾਬਦੀ ਦੇ ਨਾਲ ਨਾਲ ਭਾਈ ਮਤੀ ਦਾਸ ਜੀ ਭਾਈ ਸਤੀ ਦਾਸ ਜੀ ਭਾਈ ਦਿਆਲਾ ਜੀ ਦੀ ਸ਼ਤਾਬਦੀ ਵੀ ਮਨਾਈ ਜਾ ਰਹੀ ਹੈ। ਇਸ ਲਈ ਪੰਜਾਬ ਸਰਕਾਰ ਵੱਲੋਂ ਗੁਰੂ ਕਾ ਬਾਗ ਛਾਉਣੀ ਬੁੱਢਾ ਦਲ ਵਿਖੇ ਗੁਰਮਤਿ ਮਰਿਆਦਾ ਅਨੁਸਾਰ ਸਾਰੇ ਧਾਰਮਿਕ ਸਮਾਗਮ ਆਯੋਜਿਤ ਕੀਤੇ ਜਾ ਰਹੇ ਹਨ। ਉਨ੍ਹਾਂ ਨੇ ਕਿਹਾ ਕਿ 24 ਨਵੰਬਰ ਨੂੰ ਗੁਰਦੁਆਰਾ ਸ਼ੀਸ਼ਗੰਜ ਸਾਹਿਬ ਤੋਂ ਨਗਰ ਕੀਰਤਨ ਸਜਾਇਆ ਜਾਵੇਗਾ। [586, 1211, 891, 1594]
country-australia: AUSTRALIA [229, 2251, 355, 2275]
ad-service-item: • HEALTHY LIFESTYLE [308, 394, 379, 402]
gray-dot [1493, 2364, 1504, 2378]
phone-icon: ☎ [374, 2325, 388, 2337]
story1-headline: ਵੀ .ਆਈ .ਪੀ . ਨਿਊਟਰੀਸਨ ਸੈਂਟਰ ਵੱਲੋਂ ਹੈਲਥ ਸੈਮੀਨਾਰ ਅੱਜ [41, 97, 536, 190]
magenta-dot [743, 2364, 754, 2378]
logo-red: ਟਾਈਮਜ਼ [1372, 878, 1457, 909]
ad-trial: 3 DAYS FREE TRIAL [502, 345, 571, 352]
logo-red: ਟਾਈਮਜ਼ [1231, 1737, 1311, 1766]
brand-name: TEAM GLOBAL [34, 2293, 85, 2300]
logo-black: ਦੇਸ਼ ਪ੍ਰਦੇਸ਼ [1116, 1737, 1224, 1766]
cyan-dot [23, 2364, 34, 2378]
logo-url: www.deshpardeshtimes.com [49, 509, 264, 527]
story3-col2: ਕੁਲਬੀਰ ਸਿੰਘ ਕਾਰ ਸੇਵਾ ਗੁਰੂ ਕਾ ਬਾਗ, ਪ੍ਰਧਾਨ ਜਰਨੈਲ ਸਿੰਘ, ਅਵਤਾਰ ਸਿੰਘ ਬੀਰਾ, ਗ੍ਰੰਥੀ ਮੇਜਰ ਸਿੰਘ, ਬਾਬਾ ਹਰਜਾਪ ਸਿੰਘ ਢਿੱਲੋਂ, ਬਾਬਾ ਗੁਰਜੰਟ ਸਿੰਘ,ਬਾਬਾ ਨਰਿੰਦਰ ਸਿੰਘ, ਬਾਬਾ ਸੇਵਾ ਸਿੰਘ, ਕਰਨ ਚੱਕ ਮਿਸਰੀ ਖਾਂ, ਸੁੱਖ ਤੋਲਾ ਨੰਗਲ, ਰਾਜਬੀਰ ਸਿੰਘ ਬਾਬਾ ਬੋਹੜ ਰਾਜੂ ਚੱਕ, ਨੰਬਰਦਾਰ ਕਾਬਲ ਸਿੰਘ ਮੈਂਬਰ, ਬਲਦੇਵ ਸਿੰਘ ਫੌਜੀ, ਕੁਲਦੀਪ ਸਿੰਘ, ਡਾ. ਗੁਰਭੇਜ ਸਿੰਘ, ਸਰਜੀਤ ਸਿੰਘ ਕਾਕੜ ਸਾਬਕਾ ਸਰਪੰਚ, ਮਾਣਕ ਸਿੰਘ ਢਿੱਲੋਂ,ਬਾਬਾ ਜੁਗਰਾਜ ਸਿੰਘ, ਆਦਿ ਹਾਜਰ ਸਨ। [304, 1278, 569, 1424]
logo-red: ਟਾਈਮਜ਼ [454, 2150, 534, 2180]
story1-body: ਭਿੰਡੀਸੈਦਾਂ, 8 ਨਵੰਬਰ (ਸੁਰਜੀਤ ਸਿੰਘ ਸਰੋਏ) ਸਰਹੱਦੀ ਪਿੰਡਾਂ ਦੀਆਂ ਸਿਹਤ ਤੇ ਸਹੂਲਤਾਂ ਨੂੰ ਮੁੱਖ ਰੱਖਦਿਆਂ ਵੀ.ਆਈ.ਪੀ. ਨਿਊਟਰੀਸਨ ਸੈਂਟਰ ਵੱਲੋਂ ਪਿੰਡ ਕੋਹਾਲੀ ਦੇ ਔਲਖ ਬ੍ਰਦਰ ਪੈਲਸ ਨੇੜੇ ਗੁਰਦੁਆਰਾ ਬਾਬਾ ਜਾਗੋ ਸਹੀਦ ਜੀ ਵਿਖੇ ਹੈਲਥ ਸੈਮੀਨਾਰ 9 ਨਵੰਬਰ ਦਿਨ ਐਤਵਾਰ ਨੂੰ ਲਗਾਇਆ ਜਾ ਰਿਹਾ ਹੈ। ਇਸ ਸਬੰਧੀ ਜਾਣਕਾਰੀ ਦਿੰਦਿਆਂ ਮਨੀਸ ਅਰੋੜਾ ਉਮੇ ਸਾਹ ਨੇ ਦੱਸਿਆ ਕਿ ਇਸ ਮੁਫਤ ਚੈੱਕ ਕੈਂਪ ਵਿੱਚ ਮੁੱਖ ਮਹਿਮਾਨ ਸੰਦੀਪ ਸਿੰਘ ਪਹੁੰਚ ਰਹੇ ਹਨ। ਉਹ ਪਿੰਡਾਂ ਦੇ ਲੋਕਾਂ ਨੂੰ ਨਿਰੋਈ ਸਿਹਤ ਬਾਰੇ ਜਾਣੂ ਕਰਵਾਉਣਗੇ। ਉਨਾਂ ਸਰਹੱਦੀ ਪਿੰਡਾਂ ਨੂੰ ਇਸ ਕੈਂਪ ਦਾ ਵੱਧ ਤੋਂ ਵੱਧ ਲਾਭ ਲੈਣ ਦੀ ਅਪੀਲ ਕੀਤੀ। [17, 216, 291, 422]
black-dot [70, 2364, 81, 2378]
ad-service-item: • SPORTS NUTRITION [308, 320, 377, 327]
story6-col3: ਲਈ ਅਨੁਸ਼ਾਸਿਤ ਢੰਗ ਨਾਲ ਮਿਹਨਤ ਕਰਨ ਲਈ ਪ੍ਰੇਰਿਆ ਗਿਆ। ਵਿਦਿਆਰਥੀਆਂ ਵਲੋਂ ਆਪਣੇ ਕਰੀਅਰ ਗਾਈਡੈਂਸ ਸਬੰਧੀ ਰਿਸੋਰਸ ਪਰਸਨਾਂ ਤੋਂ ਸਵਾਲ ਵੀ ਪੁੱਛੇ ਗਏ। [1206, 2185, 1501, 2237]
story6-col2: ਮੌਕਾ ਦਿੱਤਾ ਜਾ ਰਿਹਾ ਹੈ। ਸੈਸ਼ਨ ਦੌਰਾਨ ਵਿਦਵਾਨਾਂ ਵੱਲੋਂ ਮੈਡੀਕਲ, ਇੰਜੀਨੀਅਰਿੰਗ, ਆਰਟਸ, ਕਾਮਰਸ, ਲਾਅ, ਸਪੋਰਟਸ, ਡਿਫੈਂਸ, ਪੋਲੀਟੈਕਨਿਕ, ਆਈ.ਟੀ.ਆਈ, ਪੀ.ਐੱਸ.ਡੀ.ਐੱਮ, ਸੀ ਪਾਈਟ, ਸੈਫ ਇੰਪਲੋਇਮੈਂਟ ਸਕੀਮਸ ਅਤੇ ਵਿਸ਼ੇਸ਼ ਤੌਰ ਤੇ ਆਰਮਡ ਫੋਰਸਾਂ ਬਾਰੇ ਵਿਸਥਾਰਪੂਰਵਕ ਜਾਣਕਾਰੀ ਦਿੱਤੀ ਗਈ ਅਤੇ ਵਿਦਿਆਰਥੀਆਂ ਨੂੰ ਮਨ ਲਗਾ ਕੇ ਪੜ੍ਹਣ ਅਤੇ ਜਿੰਦਗੀ ਦੇ ਕਿੱਤਾ ਮੁਖੀ ਨਿਸ਼ਾਨੇ ਨੂੰ ਪ੍ਰਾਪਤ ਕਰਨ [901, 2185, 1196, 2314]
story2-photo [909, 263, 1500, 544]
logo-red: ਟਾਈਮਜ਼ [1364, 2282, 1433, 2308]
story6-logo [1239, 2272, 1457, 2332]
story5-photo [24, 1681, 567, 1872]
ad-service-item: • TARGET NUTRITION [308, 345, 376, 352]
australia-flag-icon [361, 2256, 380, 2275]
ad-coach: COACH: MANISH ARORA [452, 288, 567, 302]
yellow-dot [1462, 2364, 1473, 2378]
story4-logo [1083, 1727, 1344, 1793]
countries [229, 2251, 454, 2276]
ad-services [306, 252, 387, 408]
ad-service-item: • WEIGHT CONTROL [308, 282, 373, 290]
ad-phone: M: 9915881786, 9915242127 [452, 304, 567, 315]
study-visa-badge: • Study Visa [229, 2297, 296, 2311]
story5-logo [304, 2142, 569, 2206]
ad-result: Result [396, 289, 425, 300]
yellow-dot [758, 2364, 769, 2378]
story6-photo [898, 1915, 1501, 2174]
ad-phone2: M: 9915881786, 9915242127 [421, 506, 514, 514]
